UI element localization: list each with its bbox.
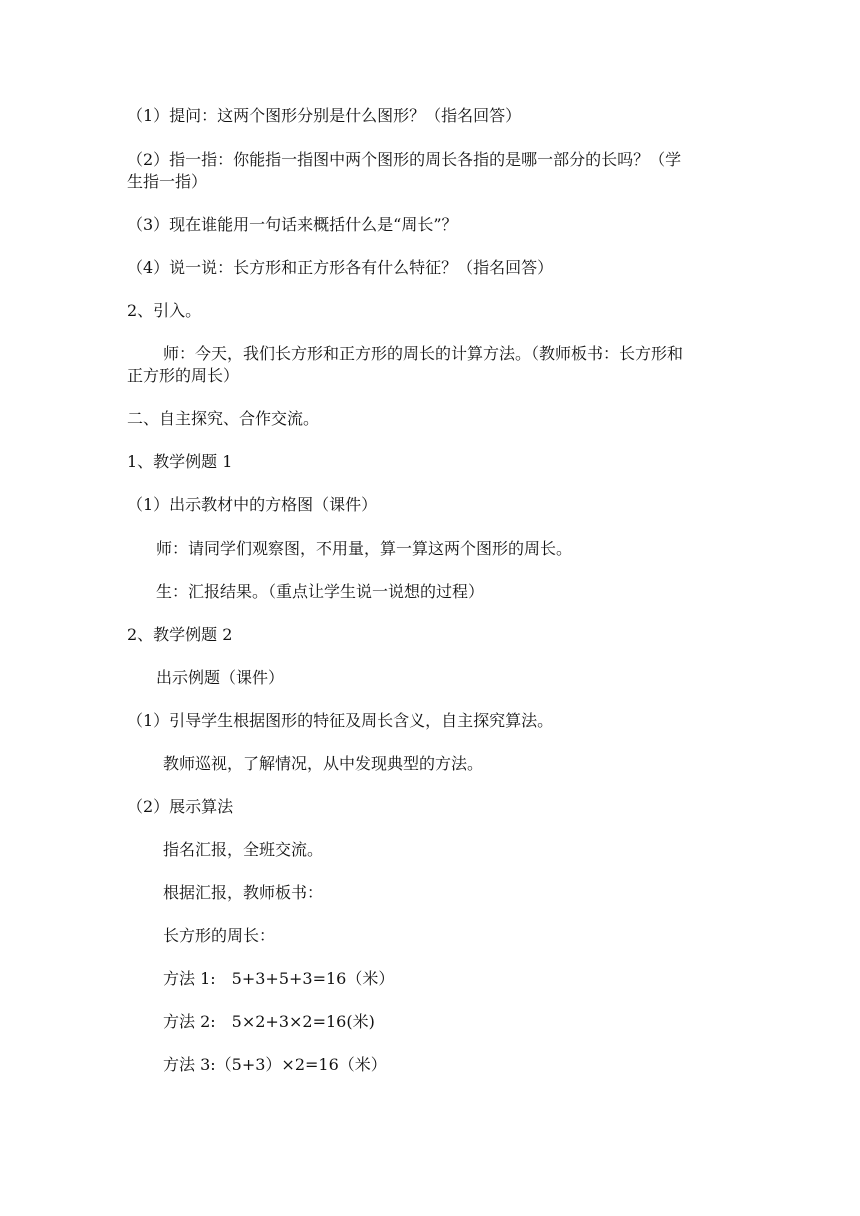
teacher-intro-continued-line: 正方形的周长） xyxy=(127,366,240,385)
example-1-heading: 1、教学例题 1 xyxy=(127,452,233,471)
teacher-intro-line: 师：今天，我们长方形和正方形的周长的计算方法。（教师板书：长方形和 xyxy=(163,344,684,363)
intro-heading: 2、引入。 xyxy=(127,301,202,320)
teacher-observe-line: 师：请同学们观察图，不用量，算一算这两个图形的周长。 xyxy=(156,539,573,558)
example-2-heading: 2、教学例题 2 xyxy=(127,625,233,644)
teacher-walk-around-line: 教师巡视，了解情况，从中发现典型的方法。 xyxy=(163,754,484,773)
example-1-step-1: （1）出示教材中的方格图（课件） xyxy=(127,495,378,514)
method-1-line: 方法 1: 5+3+5+3=16（米） xyxy=(163,969,395,988)
show-example-line: 出示例题（课件） xyxy=(156,668,285,687)
question-2-line: （2）指一指：你能指一指图中两个图形的周长各指的是哪一部分的长吗？（学 xyxy=(127,150,682,169)
question-4-line: （4）说一说：长方形和正方形各有什么特征？（指名回答） xyxy=(127,258,554,277)
rectangle-perimeter-label: 长方形的周长： xyxy=(163,926,276,945)
class-exchange-line: 指名汇报，全班交流。 xyxy=(163,840,324,859)
teacher-board-line: 根据汇报，教师板书： xyxy=(163,883,324,902)
guide-students-line: （1）引导学生根据图形的特征及周长含义，自主探究算法。 xyxy=(127,711,554,730)
display-methods-line: （2）展示算法 xyxy=(127,797,234,816)
section-2-heading: 二、自主探究、合作交流。 xyxy=(127,409,320,428)
method-3-line: 方法 3:（5+3）×2=16（米） xyxy=(163,1055,387,1074)
method-2-line: 方法 2: 5×2+3×2=16(米) xyxy=(163,1012,375,1031)
question-1-line: （1）提问：这两个图形分别是什么图形？（指名回答） xyxy=(127,106,522,125)
student-report-line: 生：汇报结果。（重点让学生说一说想的过程） xyxy=(156,582,485,601)
question-3-line: （3）现在谁能用一句话来概括什么是“周长”？ xyxy=(127,215,458,234)
question-2-continued-line: 生指一指） xyxy=(127,172,208,191)
